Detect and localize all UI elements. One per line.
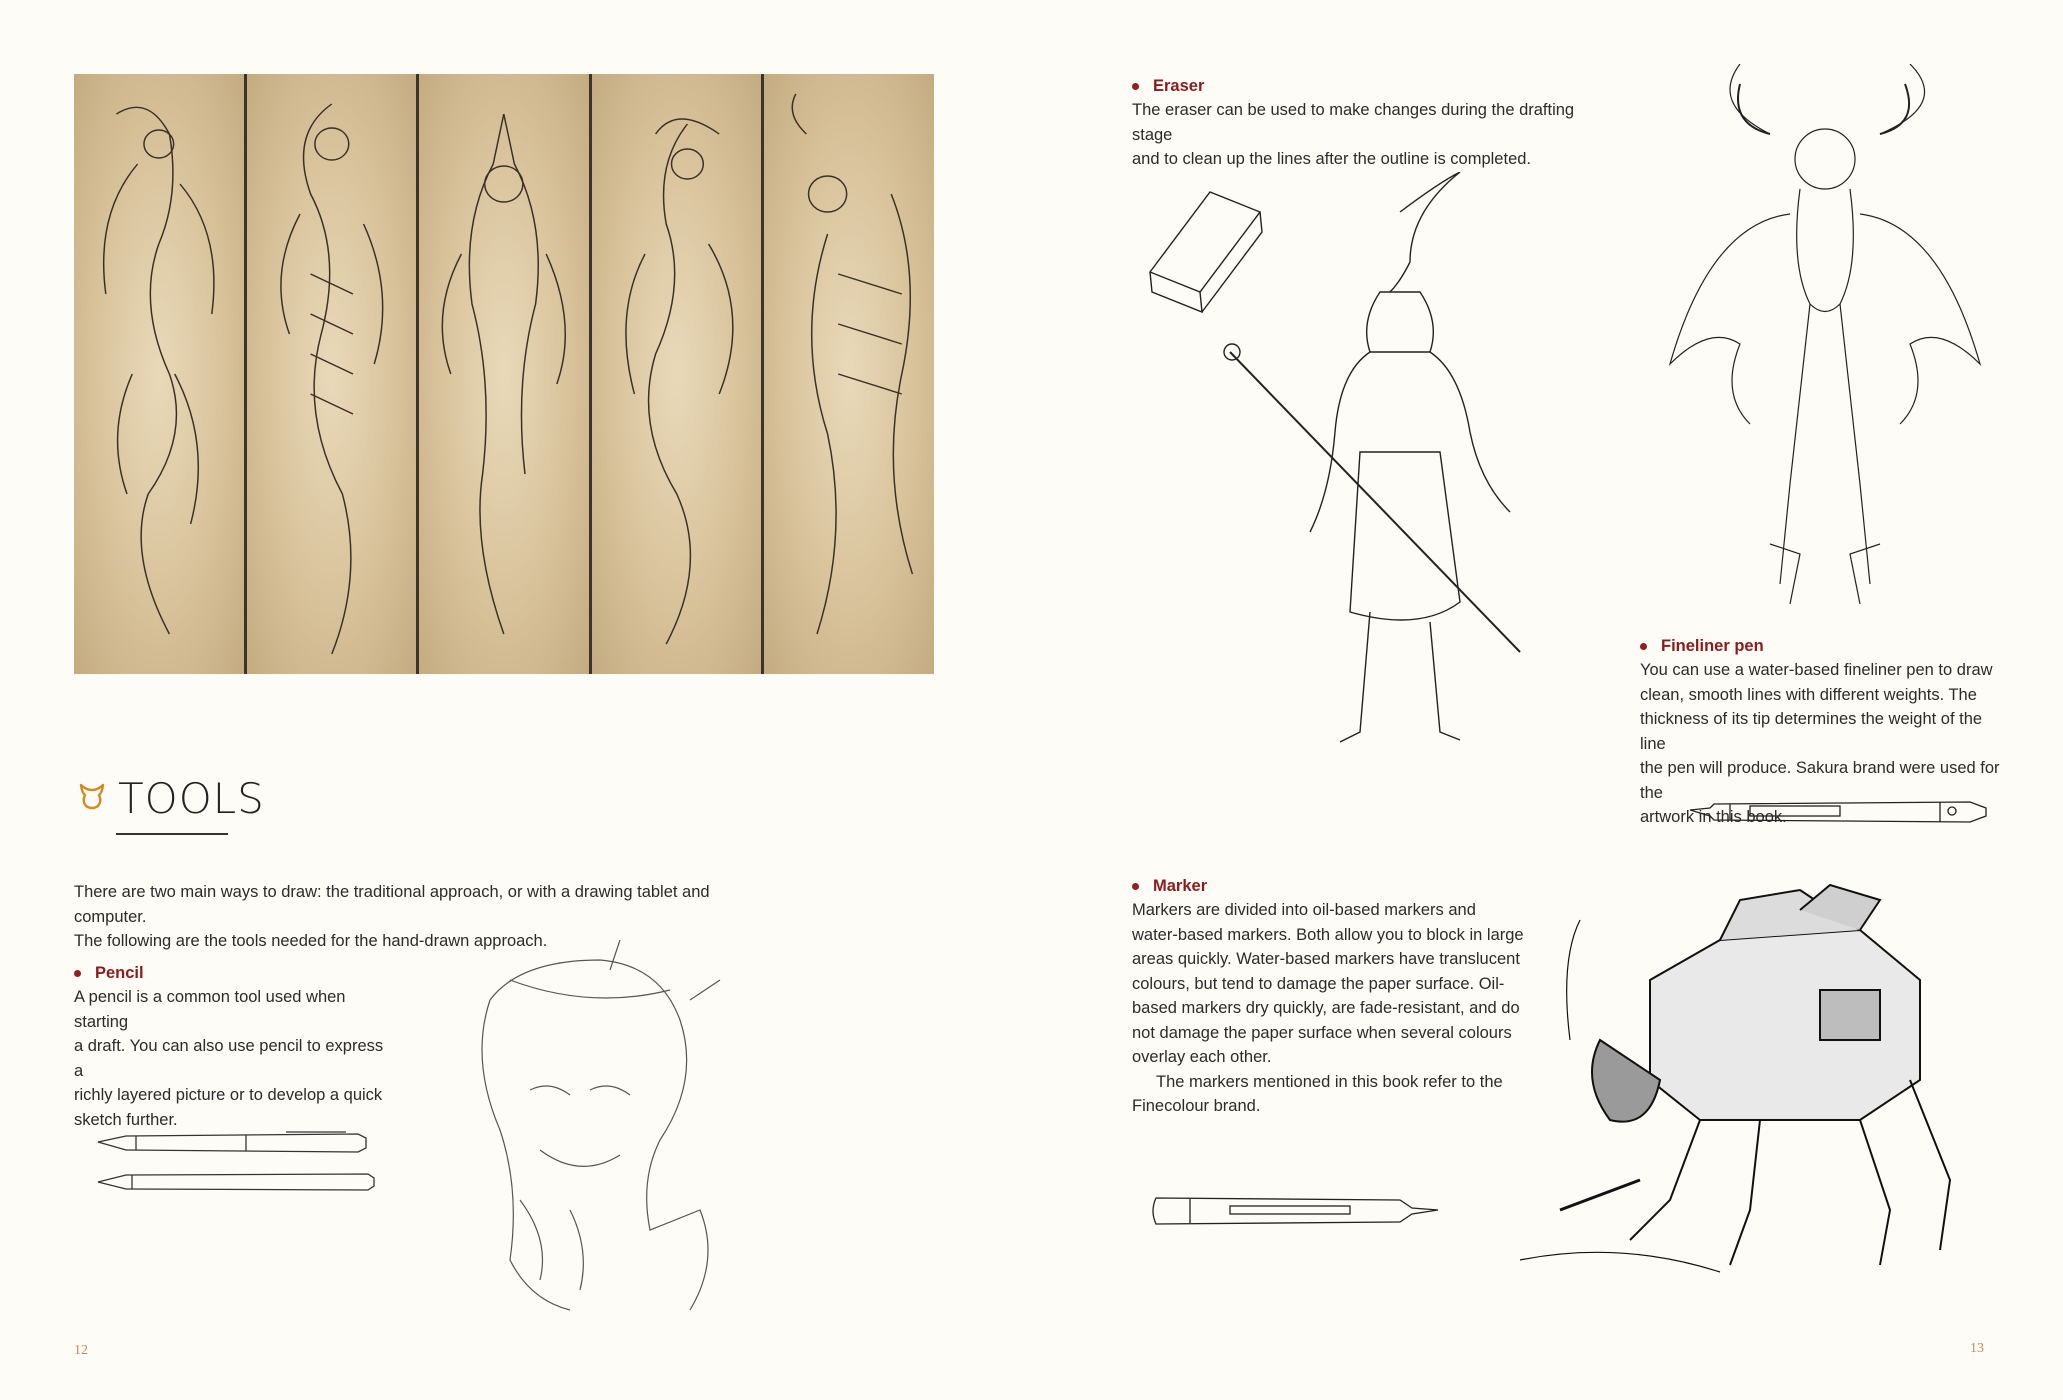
intro-line: The following are the tools needed for the hand-drawn approach.: [74, 932, 548, 950]
section-title: [78, 774, 265, 823]
intro-line: There are two main ways to draw: the traditional approach, or with a drawing tablet and computer.: [74, 883, 710, 926]
pencil-section: [74, 961, 394, 1132]
red-dot-icon: [1132, 883, 1139, 890]
illustration-panel-4: [592, 74, 762, 674]
page-number-right: 13: [1970, 1341, 1984, 1356]
fineliner-description: You can use a water-based fineliner pen to draw clean, smooth lines with different weights. The thickness of its tip determines the weight of the line the pen will produce. Sakura brand were used for the artwork in this book.: [1640, 661, 2000, 826]
winged-demon-girl-sketch: [1650, 64, 2000, 624]
illustration-panel-2: [247, 74, 417, 674]
red-dot-icon: [1132, 83, 1139, 90]
section-title-text: TOOLS: [118, 774, 265, 823]
page-number-left: 12: [74, 1343, 88, 1358]
horned-mask-icon: [78, 781, 106, 816]
mech-robot-marker-sketch: [1500, 880, 1980, 1280]
pencil-heading: Pencil: [74, 961, 394, 985]
red-dot-icon: [74, 970, 81, 977]
fineliner-heading: Fineliner pen: [1640, 634, 2000, 658]
marker-description: Markers are divided into oil-based markers and water-based markers. Both allow you to block in large areas quickly. Water-based markers have translucent colours, but tend to damage the paper surface. Oil- based markers dry quickly, are fade-resistant, and do not damage the paper surface when several colours overlay each other. The markers mentioned in this book refer to the Finecolour brand.: [1132, 901, 1524, 1115]
illustration-panel-3: [419, 74, 589, 674]
demon-head-pencil-sketch: [460, 940, 760, 1320]
eraser-description: The eraser can be used to make changes during the drafting stage and to clean up the lines after the outline is completed.: [1132, 101, 1575, 168]
illustration-panel-1: [74, 74, 244, 674]
red-dot-icon: [1640, 643, 1647, 650]
marker-section: [1132, 874, 1552, 1119]
eraser-section: [1132, 74, 1612, 172]
illustration-panel-5: [764, 74, 934, 674]
marker-heading: Marker: [1132, 874, 1552, 898]
eraser-and-warrior-sketch: [1140, 172, 1600, 762]
eraser-heading: Eraser: [1132, 74, 1612, 98]
hero-illustration-strip: [74, 74, 934, 674]
pencil-description: A pencil is a common tool used when starting a draft. You can also use pencil to express a richly layered picture or to develop a quick sketch further.: [74, 988, 384, 1129]
pencil-tools-sketch: [96, 1124, 376, 1198]
fineliner-pen-sketch: [1690, 792, 1990, 830]
marker-pen-sketch: [1150, 1186, 1440, 1236]
title-underline: [116, 833, 228, 835]
